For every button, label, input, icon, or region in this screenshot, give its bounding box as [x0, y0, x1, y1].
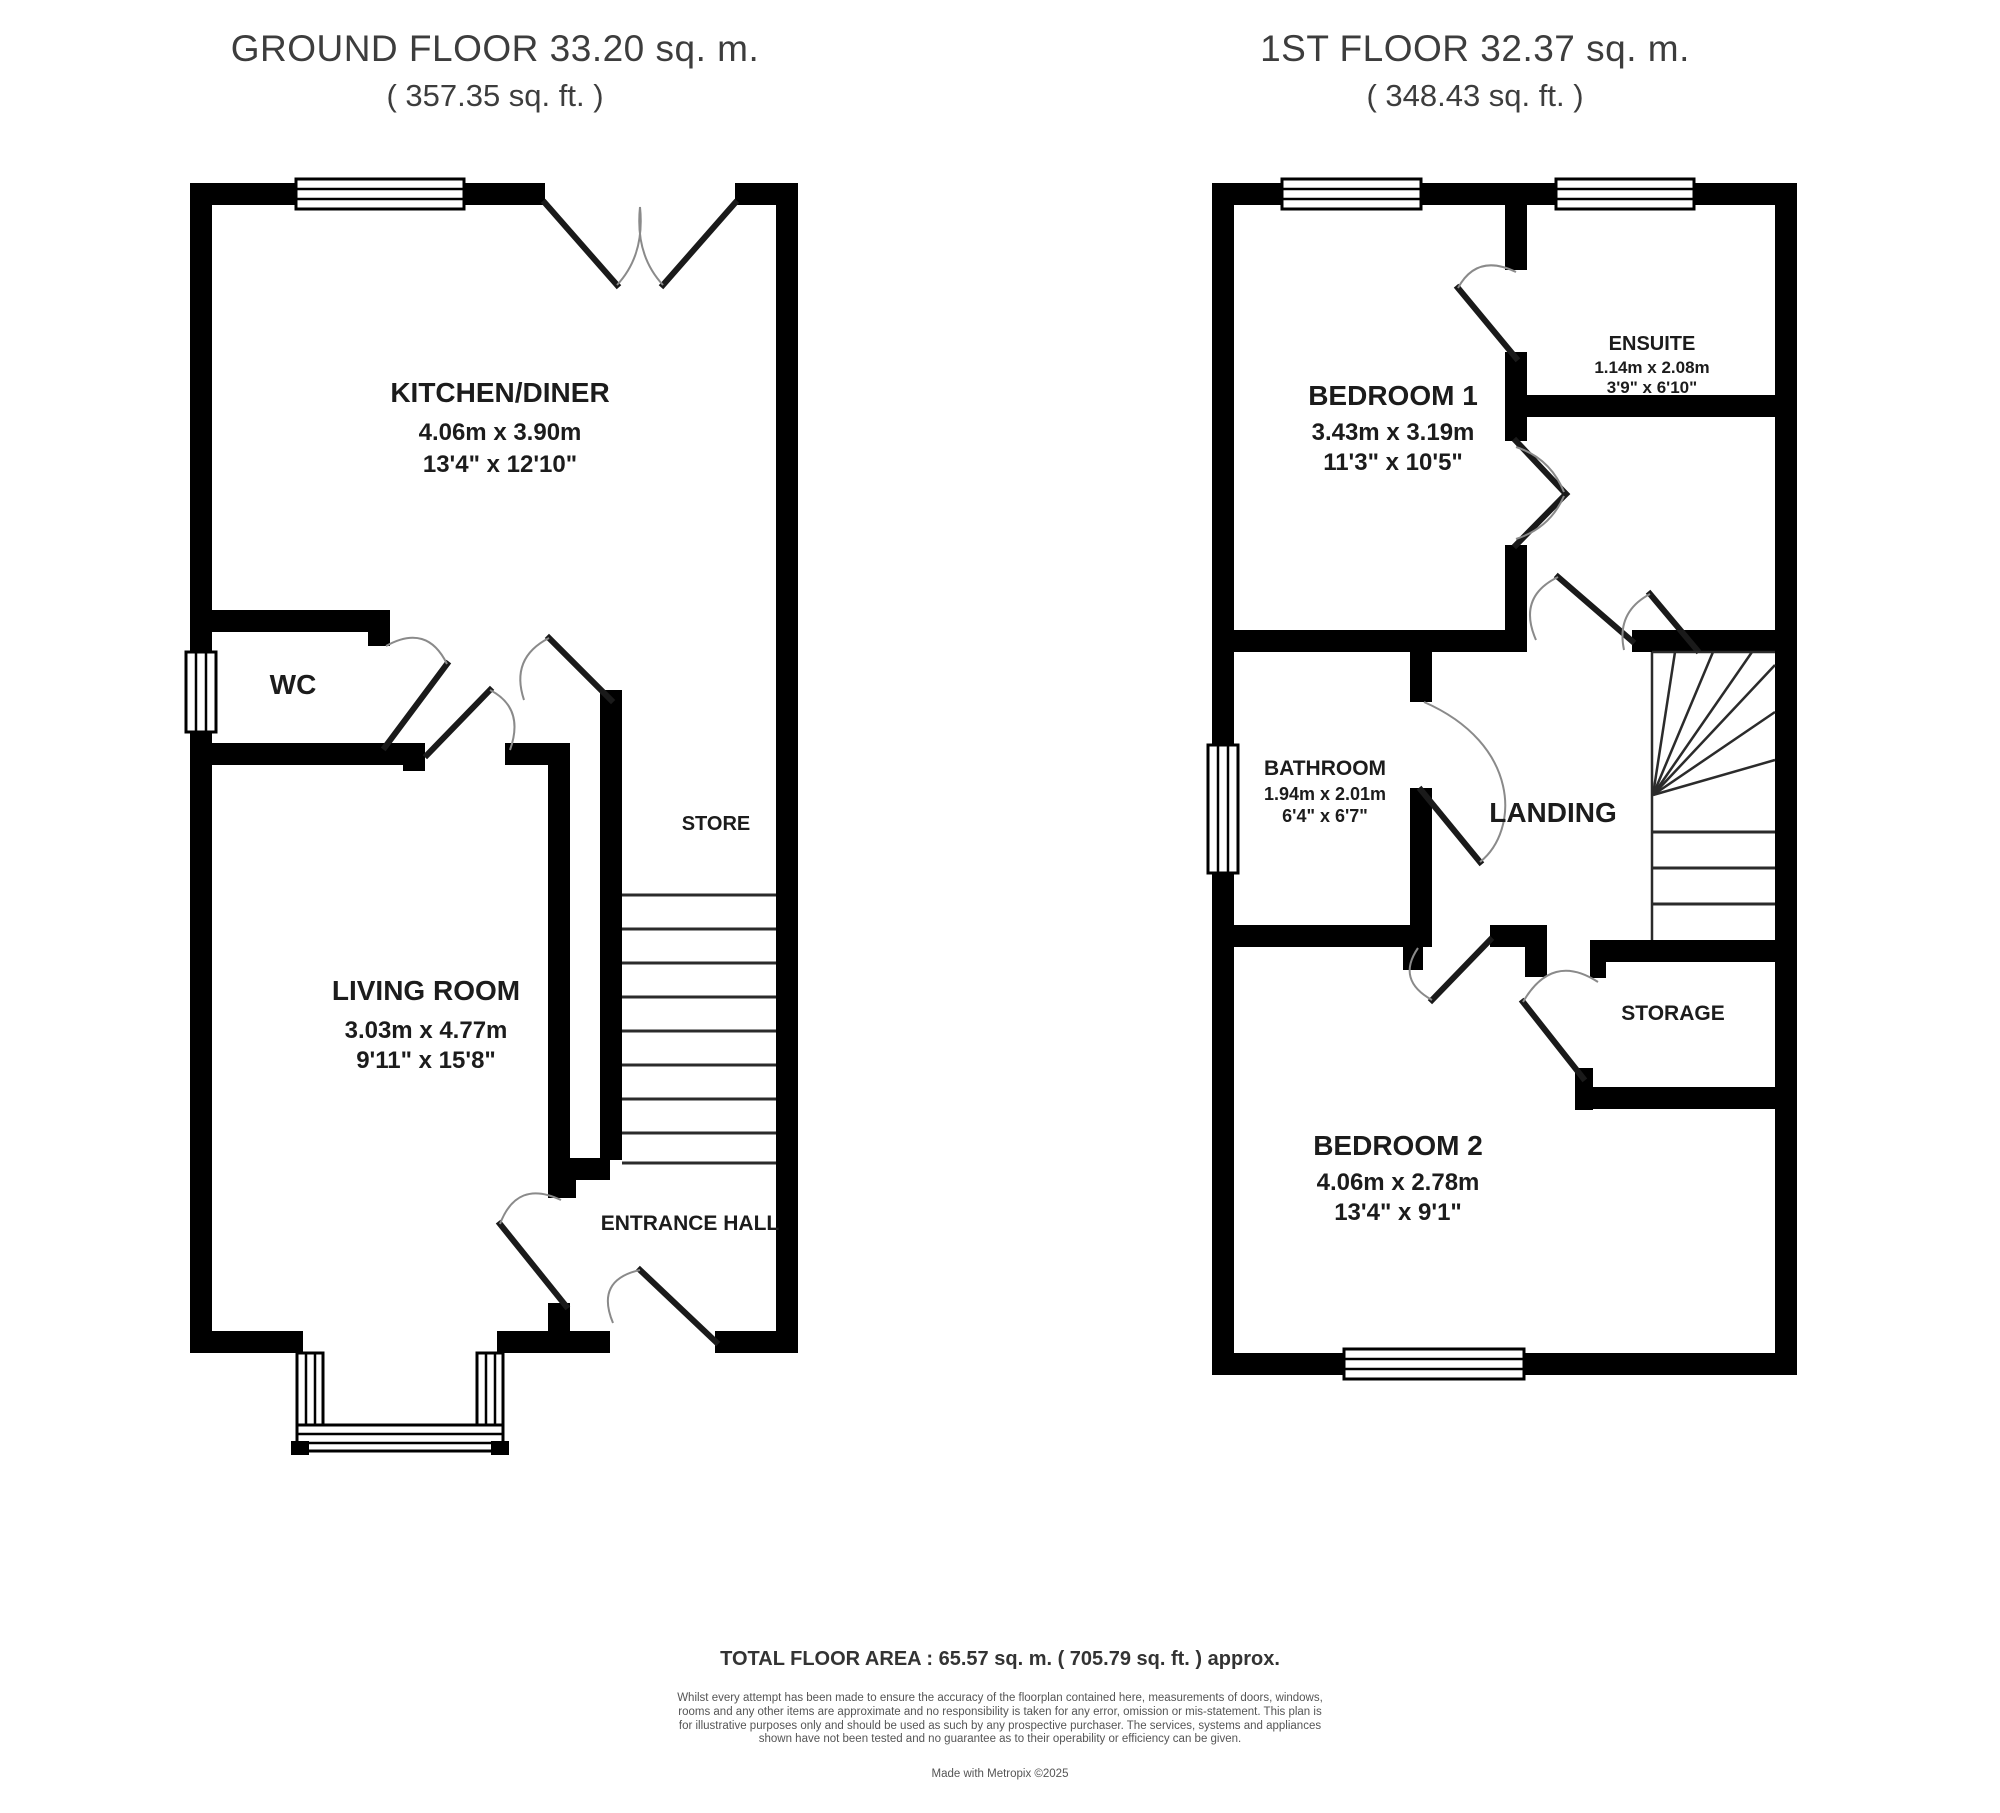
first-floor-plan — [1208, 179, 1797, 1379]
wc-window — [186, 652, 216, 732]
storage-label: STORAGE — [1621, 1002, 1725, 1025]
entrance-hall-label: ENTRANCE HALL — [600, 1212, 780, 1235]
bedroom2-label: BEDROOM 2 — [1313, 1130, 1483, 1161]
front-door — [608, 1270, 716, 1342]
kitchen-metric: 4.06m x 3.90m — [418, 419, 582, 446]
ground-stairs — [622, 895, 776, 1163]
store-label: STORE — [681, 813, 751, 835]
bedroom2-imperial: 13'4" x 9'1" — [1334, 1199, 1462, 1226]
first-floor-title: 1ST FLOOR 32.37 sq. m. — [1260, 28, 1690, 69]
bedroom1-metric: 3.43m x 3.19m — [1311, 419, 1475, 446]
ensuite-window — [1556, 179, 1694, 209]
living-room-door — [500, 1193, 566, 1306]
bedroom1-door — [1530, 577, 1632, 641]
bedroom1-label: BEDROOM 1 — [1308, 380, 1478, 411]
living-room-label: LIVING ROOM — [331, 975, 521, 1006]
wc-door — [385, 638, 447, 747]
hall-to-kitchen-door — [427, 690, 515, 755]
bathroom-label: BATHROOM — [1263, 757, 1387, 780]
ensuite-imperial: 3'9" x 6'10" — [1606, 378, 1698, 397]
first-floor-subtitle: ( 348.43 sq. ft. ) — [1366, 78, 1584, 113]
kitchen-label: KITCHEN/DINER — [390, 377, 610, 408]
living-room-metric: 3.03m x 4.77m — [344, 1017, 508, 1044]
storage-door — [1523, 971, 1598, 1078]
bedroom2-metric: 4.06m x 2.78m — [1316, 1169, 1480, 1196]
disclaimer-text: Whilst every attempt has been made to ensure the accuracy of the floorplan contained here, measurements of doors, windows, rooms and any other items are approximate and no responsibility is taken for any error, omission or mis-statement. This plan is for illustrative purposes only and should be used as such by any prospective purchaser. The services, systems and appliances shown have not been tested and no guarantee as to their operability or efficiency can be given. — [677, 1692, 1323, 1746]
kitchen-imperial: 13'4" x 12'10" — [422, 451, 578, 478]
ensuite-metric: 1.14m x 2.08m — [1594, 358, 1710, 377]
first-stairs — [1652, 652, 1775, 940]
metropix-credit: Made with Metropix ©2025 — [931, 1768, 1069, 1780]
bedroom1-window — [1282, 179, 1421, 209]
kitchen-window — [296, 179, 464, 209]
ground-floor-plan — [186, 179, 798, 1455]
bathroom-window — [1208, 745, 1238, 873]
kitchen-patio-door — [545, 203, 735, 285]
ground-floor-title: GROUND FLOOR 33.20 sq. m. — [230, 28, 760, 69]
ground-outer-walls — [190, 183, 798, 1353]
wc-label: WC — [269, 669, 317, 700]
bay-window — [291, 1331, 509, 1455]
bedroom1-imperial: 11'3" x 10'5" — [1323, 449, 1463, 476]
bathroom-metric: 1.94m x 2.01m — [1263, 784, 1387, 804]
landing-label: LANDING — [1489, 797, 1617, 828]
wardrobe-doors — [1516, 441, 1566, 545]
living-room-imperial: 9'11" x 15'8" — [356, 1047, 496, 1074]
bedroom2-window — [1344, 1349, 1524, 1379]
bathroom-imperial: 6'4" x 6'7" — [1282, 806, 1368, 826]
store-door — [520, 638, 611, 700]
bathroom-door — [1421, 702, 1505, 862]
ensuite-door — [1458, 265, 1516, 358]
ground-floor-subtitle: ( 357.35 sq. ft. ) — [386, 78, 604, 113]
total-floor-area: TOTAL FLOOR AREA : 65.57 sq. m. ( 705.79 sq. ft. ) approx. — [720, 1648, 1280, 1670]
ground-room-labels — [270, 377, 780, 1235]
ensuite-label: ENSUITE — [1608, 333, 1696, 355]
